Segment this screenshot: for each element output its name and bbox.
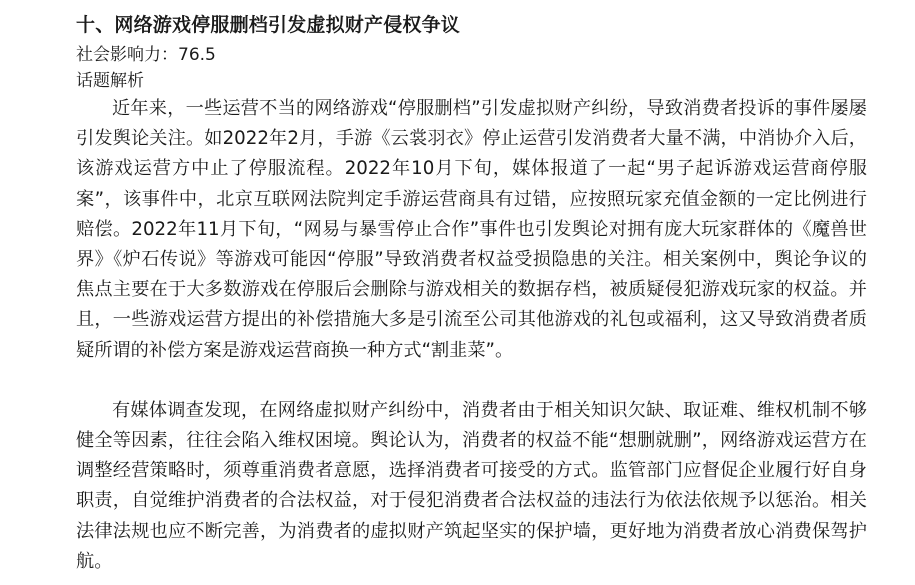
social-impact-label: 社会影响力： bbox=[76, 45, 178, 65]
body-paragraph-1: 近年来，一些运营不当的网络游戏“停服删档”引发虚拟财产纠纷，导致消费者投诉的事件屡屡引发舆论关注。如2022年2月，手游《云裳羽衣》停止运营引发消费者大量不满，中消协介入后，该游戏运营方中止了停服流程。2022年10月下旬，媒体报道了一起“男子起诉游戏运营商停服案”，该事件中，北京互联网法院判定手游运营商具有过错，应按照玩家充值金额的一定比例进行赔偿。2022年11月下旬，“网易与暴雪停止合作”事件也引发舆论对拥有庞大玩家群体的《魔兽世界》《炉石传说》等游戏可能因“停服”导致消费者权益受损隐患的关注。相关案例中，舆论争议的焦点主要在于大多数游戏在停服后会删除与游戏相关的数据存档，被质疑侵犯游戏玩家的权益。并且，一些游戏运营方提出的补偿措施大多是引流至公司其他游戏的礼包或福利，这又导致消费者质疑所谓的补偿方案是游戏运营商换一种方式“割韭菜”。 bbox=[76, 98, 867, 361]
body-paragraph-2: 有媒体调查发现，在网络虚拟财产纠纷中，消费者由于相关知识欠缺、取证难、维权机制不够健全等因素，往往会陷入维权困境。舆论认为，消费者的权益不能“想删就删”，网络游戏运营方在调整经营策略时，须尊重消费者意愿，选择消费者可接受的方式。监管部门应督促企业履行好自身职责，自觉维护消费者的合法权益，对于侵犯消费者合法权益的违法行为依法依规予以惩治。相关法律法规也应不断完善，为消费者的虚拟财产筑起坚实的保护墙，更好地为消费者放心消费保驾护航。 bbox=[76, 399, 867, 572]
topic-analysis-label: 话题解析 bbox=[76, 71, 144, 91]
social-impact-value: 76.5 bbox=[178, 45, 216, 65]
social-impact-line bbox=[76, 42, 867, 68]
section-title: 十、网络游戏停服删档引发虚拟财产侵权争议 bbox=[76, 14, 461, 36]
